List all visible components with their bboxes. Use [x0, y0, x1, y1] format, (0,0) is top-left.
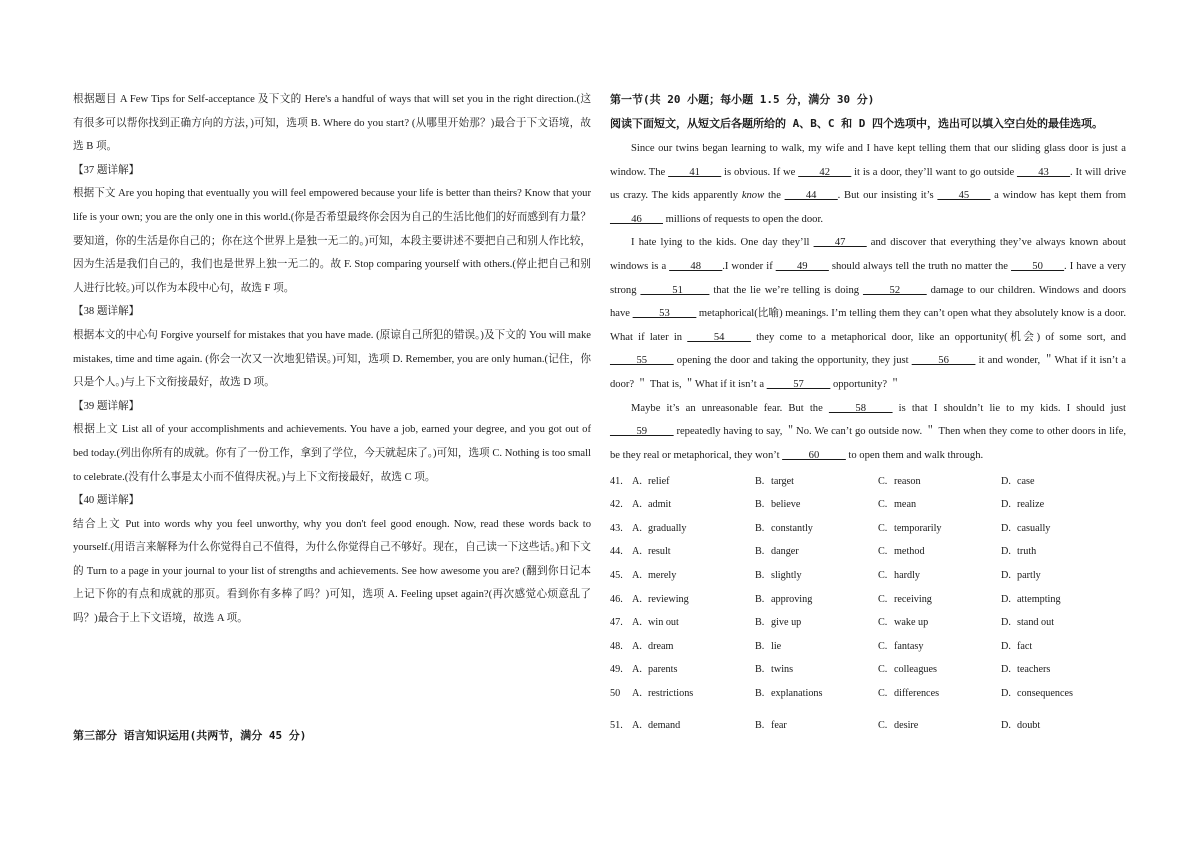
blank: _____59_____	[610, 426, 674, 438]
right-column	[610, 88, 1126, 737]
option-text: truth	[1017, 546, 1037, 558]
option-text: slightly	[771, 569, 802, 581]
passage-text: . It will drive us crazy. The kids apparently	[610, 166, 1127, 202]
left-column	[73, 88, 591, 631]
option-b[interactable]	[755, 476, 878, 487]
option-letter: A.	[632, 522, 642, 534]
passage-text: millions of requests to open the door.	[662, 213, 824, 225]
option-row	[610, 517, 1126, 541]
option-letter: D.	[1001, 569, 1011, 581]
option-letter: A.	[632, 640, 642, 652]
option-d[interactable]	[1001, 594, 1126, 605]
blank: ____41____	[668, 166, 722, 178]
option-text: fact	[1017, 640, 1033, 652]
option-letter: D.	[1001, 640, 1011, 652]
option-letter: A.	[632, 593, 642, 605]
option-letter: B.	[755, 617, 765, 629]
option-d[interactable]	[1001, 688, 1126, 699]
option-c[interactable]	[878, 688, 1001, 699]
option-text: approving	[771, 593, 813, 605]
option-letter: B.	[755, 522, 765, 534]
option-c[interactable]	[878, 641, 1001, 652]
option-text: casually	[1017, 522, 1051, 534]
blank: _____52_____	[863, 284, 927, 296]
option-letter: B.	[755, 687, 765, 699]
option-letter: C.	[878, 499, 888, 511]
option-a[interactable]	[632, 641, 755, 652]
option-letter: A.	[632, 687, 642, 699]
question-detail-heading: 【40 题详解】	[73, 495, 140, 507]
option-text: reason	[894, 475, 921, 487]
option-letter: A.	[632, 664, 642, 676]
question-number: 47.	[610, 617, 623, 629]
option-d[interactable]	[1001, 499, 1126, 510]
option-b[interactable]	[755, 641, 878, 652]
blank: _____58_____	[828, 402, 893, 414]
option-text: reviewing	[648, 593, 689, 605]
option-letter: D.	[1001, 546, 1011, 558]
italic-text: know	[741, 190, 765, 202]
option-d[interactable]	[1001, 523, 1126, 534]
option-row	[610, 611, 1126, 635]
option-a[interactable]	[632, 720, 755, 731]
option-row	[610, 540, 1126, 564]
option-letter: A.	[632, 719, 642, 731]
passage-text: metaphorical(比喻) meanings. I’m telling them they can’t open what they absolutely know is a door. What if later in	[610, 308, 1126, 343]
option-text: differences	[894, 687, 940, 699]
option-text: fear	[771, 719, 787, 731]
option-text: mean	[894, 499, 917, 511]
option-text: restrictions	[648, 687, 694, 699]
option-letter: C.	[878, 719, 888, 731]
question-number: 48.	[610, 640, 623, 652]
passage-text: to open them and walk through.	[845, 449, 984, 461]
option-text: believe	[771, 499, 801, 511]
option-text: dream	[648, 640, 674, 652]
question-number: 44.	[610, 546, 623, 558]
blank: _____56_____	[911, 355, 976, 367]
blank: ____49____	[775, 260, 829, 272]
passage-text: . I have a very strong	[610, 260, 1126, 296]
option-letter: C.	[878, 522, 888, 534]
option-letter: B.	[755, 546, 765, 558]
option-b[interactable]	[755, 720, 878, 731]
blank: _____55_____	[610, 355, 674, 367]
option-d[interactable]	[1001, 570, 1126, 581]
option-text: hardly	[894, 569, 921, 581]
passage-paragraph	[610, 137, 1126, 231]
passage-text: opening the door and taking the opportunity, they just	[673, 355, 912, 367]
option-text: attempting	[1017, 593, 1061, 605]
option-c[interactable]	[878, 546, 1001, 557]
option-row	[610, 469, 1126, 493]
section-title-part3: 第三部分 语言知识运用(共两节，满分 45 分)	[73, 729, 307, 742]
option-a[interactable]	[632, 523, 755, 534]
option-letter: D.	[1001, 475, 1011, 487]
blank: ____50____	[1011, 260, 1065, 272]
option-letter: A.	[632, 499, 642, 511]
blank: _____54_____	[687, 331, 751, 343]
explanation-paragraph: 根据题目 A Few Tips for Self-acceptance 及下文的 Here's a handful of ways that will set you in the right direction.(这有很多可以帮你找到正确方向的方法，)可知，选项 B. Where do you start? (从哪里开始那？)最合于下文语境，故选 B 项。	[73, 94, 591, 153]
passage-paragraph	[610, 397, 1126, 468]
option-b[interactable]	[755, 499, 878, 510]
option-d[interactable]	[1001, 546, 1126, 557]
passage-text: damage to our children. Windows and doors have	[610, 284, 1127, 320]
option-d[interactable]	[1001, 720, 1126, 731]
blank: ____45____	[937, 190, 991, 202]
blank: _____57_____	[766, 378, 831, 390]
passage-text: is obvious. If we	[721, 166, 799, 178]
option-text: constantly	[771, 522, 813, 534]
option-text: result	[648, 546, 671, 558]
passage-text: they come to a metaphorical door, like an opportunity(机会) of some sort, and	[750, 331, 1126, 343]
option-letter: D.	[1001, 687, 1011, 699]
option-letter: C.	[878, 475, 888, 487]
option-letter: A.	[632, 569, 642, 581]
passage-text: that the lie we’re telling is doing	[709, 284, 864, 296]
option-b[interactable]	[755, 688, 878, 699]
option-b[interactable]	[755, 594, 878, 605]
option-row	[610, 713, 1126, 737]
question-detail-heading: 【38 题详解】	[73, 306, 140, 318]
option-letter: B.	[755, 593, 765, 605]
passage-paragraph	[610, 231, 1126, 396]
option-letter: D.	[1001, 664, 1011, 676]
option-letter: D.	[1001, 593, 1011, 605]
option-letter: C.	[878, 569, 888, 581]
option-d[interactable]	[1001, 476, 1126, 487]
blank: ____44____	[784, 190, 838, 202]
option-b[interactable]	[755, 570, 878, 581]
option-letter: C.	[878, 640, 888, 652]
question-number: 45.	[610, 569, 623, 581]
option-letter: B.	[755, 719, 765, 731]
instruction: 阅读下面短文，从短文后各题所给的 A、B、C 和 D 四个选项中，选出可以填入空白处的最佳选项。	[610, 117, 1103, 130]
option-text: relief	[648, 475, 670, 487]
question-number: 49.	[610, 664, 623, 676]
section-heading: 第一节(共 20 小题；每小题 1.5 分，满分 30 分)	[610, 93, 875, 106]
option-c[interactable]	[878, 523, 1001, 534]
explanation-paragraph: 结合上文 Put into words why you feel unworthy, why you don't feel good enough. Now, read these words back to yourself.(用语言来解释为什么你觉得自己不值得，为什么你觉得自己不够好。现在，自己读一下这些话。)和下文的 Turn to a page in your journal to your list of strengths and achievements. See how awesome you are? (翻到你日记本上记下你的有点和成就的那页。看到你有多棒了吗？)可知，选项 A. Feeling upset again?(再次感觉心烦意乱了吗？)最合于上下文语境，故选 A 项。	[73, 518, 591, 625]
option-text: partly	[1017, 569, 1041, 581]
option-letter: A.	[632, 617, 642, 629]
option-row	[610, 587, 1126, 611]
passage-text: I hate lying to the kids. One day they’ll	[631, 237, 814, 249]
option-row	[610, 493, 1126, 517]
option-a[interactable]	[632, 664, 755, 675]
option-text: explanations	[771, 687, 823, 699]
passage-text: repeatedly having to say, ＂No. We can’t go outside now. ＂ Then when they come to other doors in life, be they real or metaphorical, they won’t	[610, 426, 1126, 461]
option-text: danger	[771, 546, 799, 558]
option-letter: C.	[878, 593, 888, 605]
option-letter: A.	[632, 546, 642, 558]
question-number: 46.	[610, 593, 623, 605]
option-a[interactable]	[632, 594, 755, 605]
blank: ____48____	[669, 260, 723, 272]
question-number: 43.	[610, 522, 623, 534]
explanation-paragraph: 根据上文 List all of your accomplishments and achievements. You have a job, earned your degree, and you got out of bed today.(列出你所有的成就。你有了一份工作，拿到了学位，今天就起床了。)可知，选项 C. Nothing is too small to celebrate.(没有什么事是太小而不值得庆祝。)与上下文衔接最好，故选 C 项。	[73, 424, 591, 483]
option-row	[610, 682, 1126, 706]
question-number: 41.	[610, 475, 623, 487]
option-a[interactable]	[632, 688, 755, 699]
blank: ____42____	[798, 166, 852, 178]
option-text: demand	[648, 719, 681, 731]
passage-text: should always tell the truth no matter the	[828, 260, 1012, 272]
option-letter: C.	[878, 687, 888, 699]
option-text: case	[1017, 475, 1035, 487]
passage-text: Maybe it’s an unreasonable fear. But the	[631, 402, 829, 414]
option-c[interactable]	[878, 617, 1001, 628]
option-letter: B.	[755, 569, 765, 581]
option-text: give up	[771, 617, 802, 629]
option-letter: C.	[878, 546, 888, 558]
option-letter: C.	[878, 664, 888, 676]
option-text: receiving	[894, 593, 932, 605]
option-text: target	[771, 475, 795, 487]
option-a[interactable]	[632, 499, 755, 510]
question-number: 51.	[610, 719, 623, 731]
option-text: parents	[648, 664, 678, 676]
option-text: doubt	[1017, 719, 1041, 731]
option-text: realize	[1017, 499, 1045, 511]
option-letter: D.	[1001, 617, 1011, 629]
passage-text: it is a door, they’ll want to go outside	[851, 166, 1018, 178]
passage-text: is that I shouldn’t lie to my kids. I should just	[892, 402, 1126, 414]
option-letter: C.	[878, 617, 888, 629]
option-row	[610, 658, 1126, 682]
option-text: twins	[771, 664, 794, 676]
passage-text: . But our insisting it’s	[837, 190, 938, 202]
blank: _____60_____	[782, 449, 846, 461]
passage-text: .I wonder if	[722, 260, 776, 272]
option-d[interactable]	[1001, 617, 1126, 628]
passage-text: a window has kept them from	[990, 190, 1126, 202]
option-a[interactable]	[632, 476, 755, 487]
option-a[interactable]	[632, 546, 755, 557]
option-letter: D.	[1001, 522, 1011, 534]
option-letter: B.	[755, 640, 765, 652]
question-number: 42.	[610, 499, 623, 511]
option-c[interactable]	[878, 570, 1001, 581]
blank: ____47____	[813, 237, 867, 249]
option-letter: D.	[1001, 499, 1011, 511]
passage-text: opportunity? ＂	[830, 378, 901, 390]
option-b[interactable]	[755, 617, 878, 628]
option-a[interactable]	[632, 570, 755, 581]
question-detail-heading: 【37 题详解】	[73, 164, 140, 176]
option-text: fantasy	[894, 640, 924, 652]
passage	[610, 137, 1126, 467]
question-detail-heading: 【39 题详解】	[73, 400, 140, 412]
passage-text: it and wonder, ＂What if it isn’t a door? ＂ That is, ＂What if it isn’t a	[610, 355, 1126, 390]
option-letter: B.	[755, 499, 765, 511]
blank: ____46____	[610, 213, 663, 225]
options-table	[610, 469, 1126, 737]
option-text: win out	[648, 617, 679, 629]
option-letter: D.	[1001, 719, 1011, 731]
option-c[interactable]	[878, 720, 1001, 731]
blank: ______51_____	[640, 284, 710, 296]
option-c[interactable]	[878, 499, 1001, 510]
option-text: desire	[894, 719, 919, 731]
option-text: method	[894, 546, 925, 558]
option-b[interactable]	[755, 546, 878, 557]
passage-text: and discover that everything they’ve always known about windows is a	[610, 237, 1126, 272]
option-c[interactable]	[878, 476, 1001, 487]
option-text: merely	[648, 569, 677, 581]
option-letter: A.	[632, 475, 642, 487]
passage-text: the	[764, 190, 785, 202]
option-a[interactable]	[632, 617, 755, 628]
option-d[interactable]	[1001, 641, 1126, 652]
option-text: lie	[771, 640, 782, 652]
option-letter: B.	[755, 664, 765, 676]
option-text: stand out	[1017, 617, 1055, 629]
option-b[interactable]	[755, 523, 878, 534]
option-row	[610, 564, 1126, 588]
blank: _____53_____	[632, 308, 697, 320]
option-b[interactable]	[755, 664, 878, 675]
option-c[interactable]	[878, 594, 1001, 605]
option-row	[610, 634, 1126, 658]
option-text: colleagues	[894, 664, 937, 676]
explanation-paragraph: 根据本文的中心句 Forgive yourself for mistakes that you have made. (原谅自己所犯的错误。)及下文的 You will make mistakes, time and time again. (你会一次又一次地犯错误。)可知，选项 D. Remember, you are only human.(记住，你只是个人。)与上下文衔接最好，故选 D 项。	[73, 329, 591, 389]
option-c[interactable]	[878, 664, 1001, 675]
option-letter: B.	[755, 475, 765, 487]
question-number: 50	[610, 687, 621, 699]
option-d[interactable]	[1001, 664, 1126, 675]
option-text: temporarily	[894, 522, 942, 534]
passage-text: Since our twins began learning to walk, my wife and I have kept telling them that our sliding glass door is just a window. The	[610, 143, 1126, 178]
explanation-paragraph: 根据下文 Are you hoping that eventually you will feel empowered because your life is better than theirs? Know that your life is your own; you are the only one in this world.(你是否希望最终你会因为自己的生活比他们的好而感到有力量？要知道，你的生活是你自己的；你在这个世界上是独一无二的。)可知，本段主要讲述不要把自己和别人作比较，因为生活是我们自己的，我们也是世界上独一无二的。故 F. Stop comparing yourself with others.(停止把自己和别人进行比较。)可以作为本段中心句，故选 F 项。	[73, 188, 591, 294]
blank: ____43____	[1017, 166, 1070, 178]
option-text: admit	[648, 499, 672, 511]
option-text: wake up	[894, 617, 929, 629]
option-text: teachers	[1017, 664, 1051, 676]
option-text: consequences	[1017, 687, 1074, 699]
option-text: gradually	[648, 522, 687, 534]
